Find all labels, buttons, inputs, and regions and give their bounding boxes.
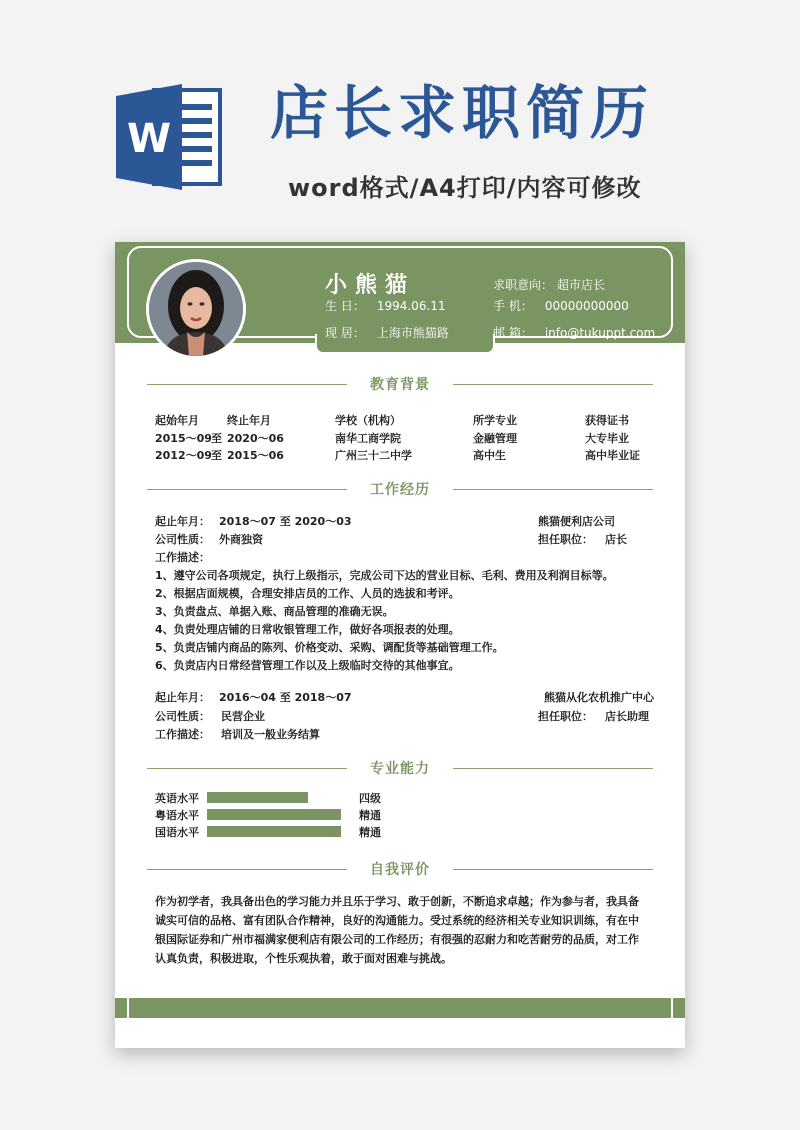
edu-row1-to: 至 — [211, 432, 222, 445]
edu-row2-to: 至 — [211, 449, 222, 462]
job1-duty-3: 3、负责盘点、单据入账、商品管理的准确无误。 — [155, 605, 394, 618]
edu-header-major: 所学专业 — [473, 414, 517, 427]
skills-title: 专业能力 — [370, 761, 430, 777]
intent-row — [493, 276, 605, 293]
edu-row1-start: 2015～09 — [155, 432, 212, 445]
skill-name: 国语水平 — [155, 826, 199, 839]
job1-nature: 外商独资 — [219, 533, 263, 546]
edu-header-school: 学校（机构） — [335, 414, 401, 427]
edu-row2-end: 2015～06 — [227, 449, 284, 462]
footer-frame-right — [671, 994, 673, 1018]
document-subtitle: word格式/A4打印/内容可修改 — [288, 174, 642, 202]
job2-period-label: 起止年月： — [155, 691, 210, 704]
self-eval-heading — [147, 859, 653, 879]
phone-value: 00000000000 — [544, 299, 629, 313]
job1-duty-5: 5、负责店铺内商品的陈列、价格变动、采购、调配货等基础管理工作。 — [155, 641, 504, 654]
footer-band — [115, 998, 685, 1018]
job2-desc: 培训及一般业务结算 — [221, 728, 320, 741]
footer-frame-left — [127, 994, 129, 1018]
edu-header-cert: 获得证书 — [585, 414, 629, 427]
self-eval-title: 自我评价 — [370, 862, 430, 878]
skill-level: 精通 — [359, 809, 381, 822]
job1-period: 2018～07 至 2020～03 — [219, 515, 352, 528]
job1-company: 熊猫便利店公司 — [538, 515, 615, 528]
birth-value: 1994.06.11 — [376, 299, 446, 313]
email-row — [493, 324, 655, 341]
edu-row1-cert: 大专毕业 — [585, 432, 629, 445]
job2-company: 熊猫从化农机推广中心 — [544, 691, 654, 704]
job2-position-label: 担任职位： — [538, 710, 593, 723]
job2-nature: 民营企业 — [221, 710, 265, 723]
skill-level: 精通 — [359, 826, 381, 839]
edu-row1-end: 2020～06 — [227, 432, 284, 445]
birth-label: 生 日： — [325, 299, 365, 313]
job1-duty-6: 6、负责店内日常经营管理工作以及上级临时交待的其他事宜。 — [155, 659, 460, 672]
education-title: 教育背景 — [370, 377, 430, 393]
residence-value: 上海市熊猫路 — [376, 326, 449, 340]
edu-row2-cert: 高中毕业证 — [585, 449, 640, 462]
job2-period: 2016～04 至 2018～07 — [219, 691, 352, 704]
edu-row2-major: 高中生 — [473, 449, 506, 462]
email-label: 邮 箱： — [493, 326, 533, 340]
self-eval-text: 作为初学者，我具备出色的学习能力并且乐于学习、敢于创新，不断追求卓越；作为参与者，我具备诚实可信的品格、富有团队合作精神，良好的沟通能力。受过系统的经济相关专业知识训练，有在中银国际证券和广州市福满家便利店有限公司的工作经历；有很强的忍耐力和吃苦耐劳的品质，对工作认真负责，积极进取，个性乐观执着，敢于面对困难与挑战。 — [155, 895, 639, 965]
job1-duty-1: 1、遵守公司各项规定，执行上级指示，完成公司下达的营业目标、毛利、费用及利润目标等。 — [155, 569, 614, 582]
job1-duty-4: 4、负责处理店铺的日常收银管理工作，做好各项报表的处理。 — [155, 623, 460, 636]
skill-level: 四级 — [359, 792, 381, 805]
job2-nature-label: 公司性质： — [155, 710, 210, 723]
job2-position: 店长助理 — [605, 710, 649, 723]
job1-position: 店长 — [605, 533, 627, 546]
resume-page — [115, 242, 685, 1048]
phone-row — [493, 297, 629, 314]
edu-row1-major: 金融管理 — [473, 432, 517, 445]
job1-period-label: 起止年月： — [155, 515, 210, 528]
edu-header-start: 起始年月 — [155, 414, 199, 427]
job1-nature-label: 公司性质： — [155, 533, 210, 546]
email-value: info@tukuppt.com — [544, 326, 656, 340]
residence-row — [325, 324, 449, 341]
edu-header-end: 终止年月 — [227, 414, 271, 427]
phone-label: 手 机： — [493, 299, 533, 313]
edu-row2-school: 广州三十二中学 — [335, 449, 412, 462]
job1-position-label: 担任职位： — [538, 533, 593, 546]
skill-name: 英语水平 — [155, 792, 199, 805]
edu-row1-school: 南华工商学院 — [335, 432, 401, 445]
word-logo-letter: W — [126, 116, 172, 162]
intent-value: 超市店长 — [557, 278, 606, 292]
job1-duty-2: 2、根据店面规模，合理安排店员的工作、人员的选拔和考评。 — [155, 587, 460, 600]
skills-heading — [147, 758, 653, 778]
skill-name: 粤语水平 — [155, 809, 199, 822]
job2-desc-label: 工作描述： — [155, 728, 210, 741]
work-title: 工作经历 — [370, 482, 430, 498]
skill-level-bar — [207, 826, 341, 837]
document-title: 店长求职简历 — [270, 79, 655, 147]
residence-label: 现 居： — [325, 326, 365, 340]
education-heading — [147, 374, 653, 394]
birth-row — [325, 297, 446, 314]
skill-level-bar — [207, 792, 308, 803]
intent-label: 求职意向： — [493, 278, 554, 292]
edu-row2-start: 2012～09 — [155, 449, 212, 462]
avatar — [146, 259, 246, 359]
skill-level-bar — [207, 809, 341, 820]
work-heading — [147, 479, 653, 499]
word-icon — [116, 82, 224, 192]
job1-desc-label: 工作描述： — [155, 551, 210, 564]
candidate-name: 小熊猫 — [325, 273, 416, 298]
